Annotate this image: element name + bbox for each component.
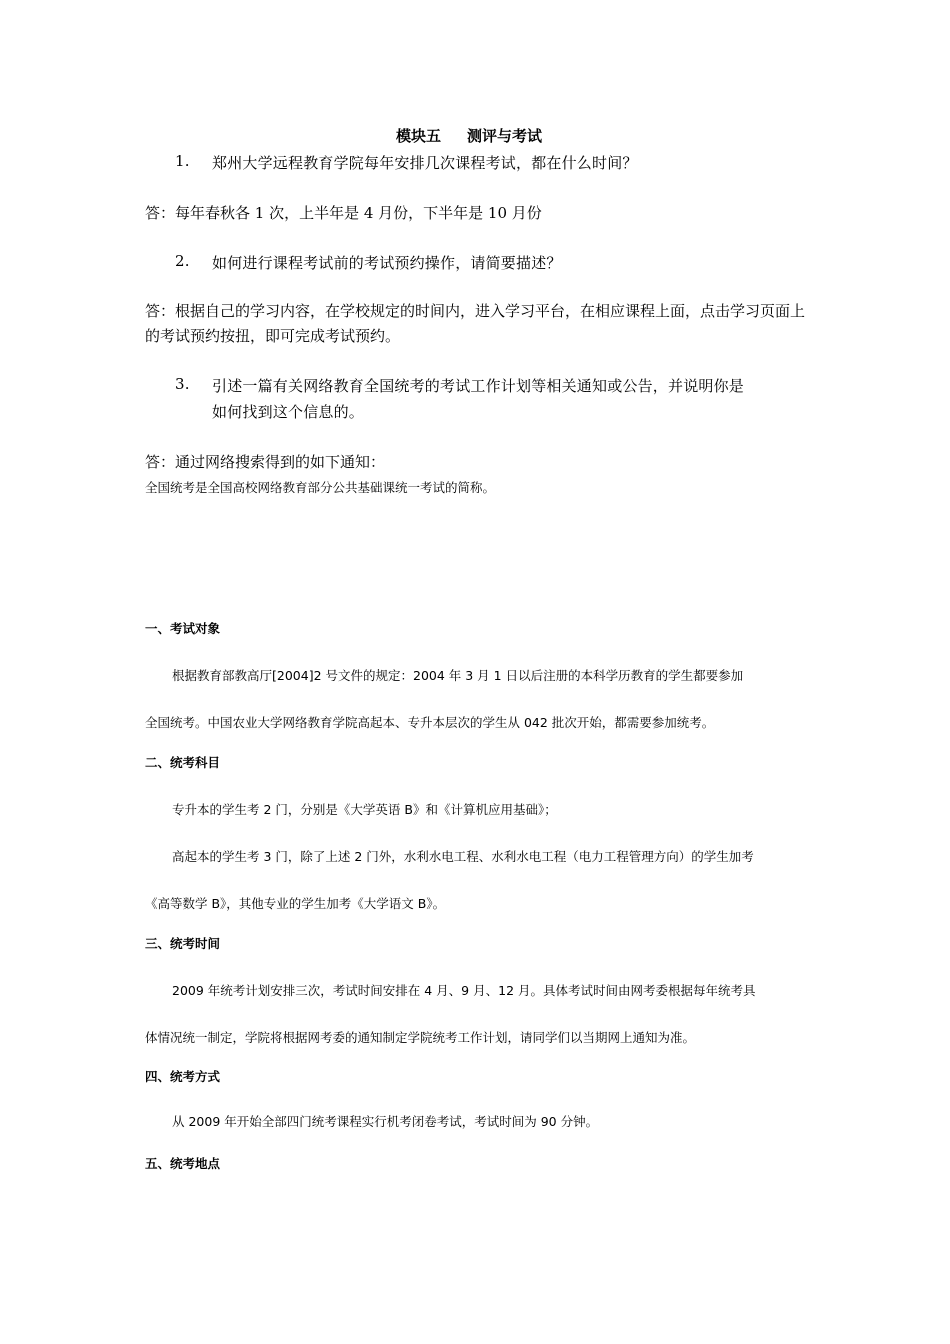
question-3-line-2: 如何找到这个信息的。 xyxy=(212,403,365,421)
question-3-line-1: 引述一篇有关网络教育全国统考的考试工作计划等相关通知或公告，并说明你是 xyxy=(212,377,745,395)
section-2-heading: 二、统考科目 xyxy=(145,755,221,770)
section-3-paragraph-2: 体情况统一制定，学院将根据网考委的通知制定学院统考工作计划，请同学们以当期网上通知为准。 xyxy=(145,1030,696,1045)
section-3-paragraph-1: 2009 年统考计划安排三次，考试时间安排在 4 月、9 月、12 月。具体考试时间由网考委根据每年统考具 xyxy=(172,983,756,998)
section-1-paragraph-2: 全国统考。中国农业大学网络教育学院高起本、专升本层次的学生从 042 批次开始，都需要参加统考。 xyxy=(145,715,715,730)
section-2-paragraph-1: 专升本的学生考 2 门，分别是《大学英语 B》和《计算机应用基础》； xyxy=(172,802,557,817)
section-1-heading: 一、考试对象 xyxy=(145,621,221,636)
section-4-heading: 四、统考方式 xyxy=(145,1069,221,1084)
question-1-number: 1. xyxy=(175,152,190,170)
question-2-text: 如何进行课程考试前的考试预约操作，请简要描述？ xyxy=(212,254,562,272)
question-3-number: 3. xyxy=(175,375,190,393)
answer-3: 答：通过网络搜索得到的如下通知： xyxy=(145,453,386,471)
question-1-text: 郑州大学远程教育学院每年安排几次课程考试，都在什么时间？ xyxy=(212,154,638,172)
answer-2: 答：根据自己的学习内容，在学校规定的时间内，进入学习平台，在相应课程上面，点击学习页面上的考试预约按扭，即可完成考试预约。 xyxy=(145,302,806,345)
section-4-paragraph-1: 从 2009 年开始全部四门统考课程实行机考闭卷考试，考试时间为 90 分钟。 xyxy=(172,1114,599,1129)
section-5-heading: 五、统考地点 xyxy=(145,1156,221,1171)
section-3-heading: 三、统考时间 xyxy=(145,936,221,951)
question-2-number: 2. xyxy=(175,252,190,270)
section-2-paragraph-2: 高起本的学生考 3 门，除了上述 2 门外，水利水电工程、水利水电工程（电力工程管理方向）的学生加考 xyxy=(172,849,754,864)
answer-1: 答：每年春秋各 1 次，上半年是 4 月份，下半年是 10 月份 xyxy=(145,204,542,222)
title-topic: 测评与考试 xyxy=(467,127,543,145)
section-1-paragraph-1: 根据教育部教高厅[2004]2 号文件的规定：2004 年 3 月 1 日以后注册的本科学历教育的学生都要参加 xyxy=(172,668,744,683)
section-2-paragraph-3: 《高等数学 B》，其他专业的学生加考《大学语文 B》。 xyxy=(145,896,446,911)
intro-text: 全国统考是全国高校网络教育部分公共基础课统一考试的简称。 xyxy=(145,480,496,495)
page-title xyxy=(396,125,542,146)
title-module: 模块五 xyxy=(396,127,442,145)
